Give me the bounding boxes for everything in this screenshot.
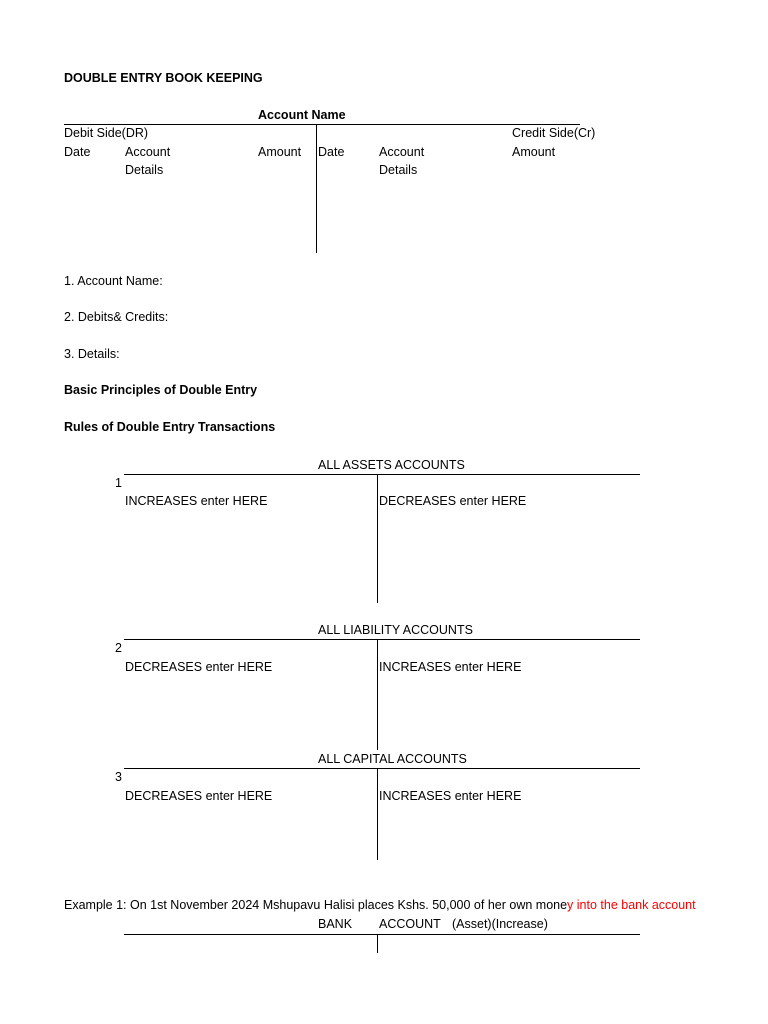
capital-number: 3 [115,770,122,784]
bank-account-account: ACCOUNT [379,917,441,931]
ledger-center-rule [316,124,317,253]
ledger-credit-amount: Amount [512,145,556,159]
document-title: DOUBLE ENTRY BOOK KEEPING [64,71,263,85]
liability-number: 2 [115,641,122,655]
example-text-highlight: y into the bank account [567,898,696,912]
liability-right-label: INCREASES enter HERE [379,660,522,674]
liability-top-rule [124,639,640,640]
liability-title: ALL LIABILITY ACCOUNTS [318,623,473,637]
liability-left-label: DECREASES enter HERE [125,660,273,674]
rules-heading: Rules of Double Entry Transactions [64,420,276,434]
example-text [64,898,696,913]
list-item: 2. Debits& Credits: [64,310,169,324]
list-item: 3. Details: [64,347,120,361]
assets-number: 1 [115,476,122,490]
assets-top-rule [124,474,640,475]
bank-account-top-rule [124,934,640,935]
ledger-debit-details: Details [125,163,164,177]
ledger-credit-side: Credit Side(Cr) [512,126,596,140]
assets-right-label: DECREASES enter HERE [379,494,527,508]
ledger-debit-account: Account [125,145,171,159]
ledger-debit-side: Debit Side(DR) [64,126,149,140]
assets-center-rule [377,474,378,603]
ledger-credit-date: Date [318,145,345,159]
liability-center-rule [377,639,378,750]
capital-right-label: INCREASES enter HERE [379,789,522,803]
list-item: 1. Account Name: [64,274,163,288]
principles-heading: Basic Principles of Double Entry [64,383,258,397]
assets-left-label: INCREASES enter HERE [125,494,268,508]
bank-account-bank: BANK [318,917,353,931]
ledger-top-rule [64,124,580,125]
capital-top-rule [124,768,640,769]
capital-left-label: DECREASES enter HERE [125,789,273,803]
ledger-account-name: Account Name [258,108,346,122]
ledger-debit-date: Date [64,145,91,159]
assets-title: ALL ASSETS ACCOUNTS [318,458,465,472]
ledger-debit-amount: Amount [258,145,302,159]
example-text-main: Example 1: On 1st November 2024 Mshupavu Halisi places Kshs. 50,000 of her own mone [64,898,568,912]
ledger-credit-details: Details [379,163,418,177]
bank-account-type: (Asset)(Increase) [452,917,548,931]
bank-account-center-rule [377,934,378,953]
ledger-credit-account: Account [379,145,425,159]
capital-center-rule [377,768,378,860]
capital-title: ALL CAPITAL ACCOUNTS [318,752,467,766]
